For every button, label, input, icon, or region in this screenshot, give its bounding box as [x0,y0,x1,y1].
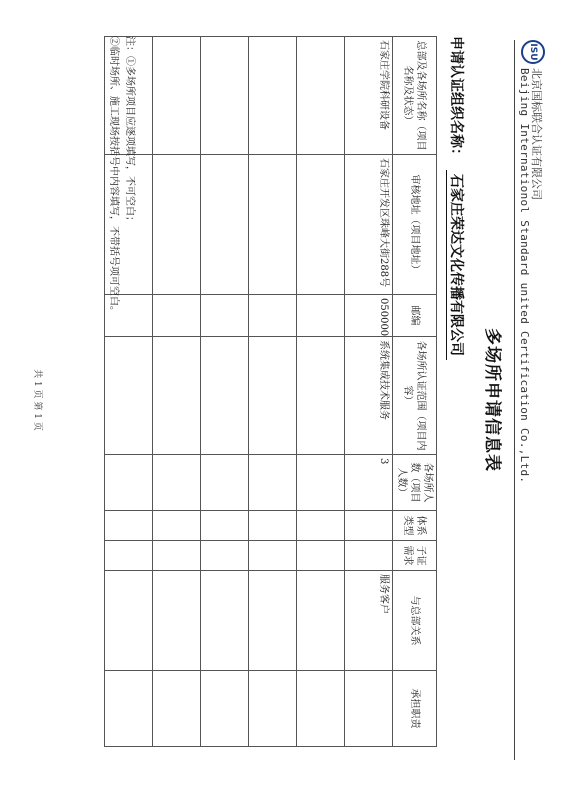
table-cell [153,541,201,571]
table-cell [201,455,249,511]
table-cell [105,571,153,671]
table-cell [153,671,201,747]
table-cell [345,541,393,571]
table-cell [249,155,297,295]
document-title: 多场所申请信息表 [482,328,502,472]
table-cell [345,671,393,747]
table-cell [249,295,297,337]
org-name-value: 石家庄荣达文化传播有限公司 [446,170,467,360]
header-cell: 体系类型 [393,511,437,541]
table-cell: 3 [345,455,393,511]
table-cell: 系统集成技术服务 [345,337,393,455]
header-cell: 各场所人数（项目人数） [393,455,437,511]
table-row [345,37,393,747]
table-body [105,37,393,747]
table-row [153,37,201,747]
org-name-label: 申请认证组织名称： [448,36,464,162]
table-cell: 石家庄开发区珠峰大街288号 [345,155,393,295]
header-cell: 承担职责 [393,671,437,747]
header-cell: 子证需求 [393,541,437,571]
header-cell: 总部及各场所名称（项目名称及状态） [393,37,437,155]
company-name-en: Beijing Internationol Standard united Certification Co.,Ltd. [518,68,531,484]
table-cell [153,295,201,337]
header-divider [514,40,515,760]
table-cell: 050000 [345,295,393,337]
table-cell: 石家庄学院科研设备 [345,37,393,155]
note-line: 注：①多场所项目应逐项填写，不可空白； [124,36,135,226]
table-cell [297,455,345,511]
table-cell [297,671,345,747]
table-cell [201,541,249,571]
company-name-cn: 北京国标联合认证有限公司 [530,68,543,200]
table-cell [153,337,201,455]
table-cell [201,295,249,337]
table-cell [345,511,393,541]
table-cell [105,511,153,541]
notes [105,36,137,316]
table-cell [153,37,201,155]
table-row [297,37,345,747]
table-cell [297,541,345,571]
table-cell [153,455,201,511]
page-indicator: 共 1 页 第 1 页 [32,369,42,431]
org-name-line [446,36,467,360]
header-cell: 与总部关系 [393,571,437,671]
table-cell [105,541,153,571]
table-header-row [393,37,437,747]
table-cell [249,455,297,511]
table-cell [105,455,153,511]
table-cell [249,671,297,747]
table-cell [249,511,297,541]
table-cell [297,511,345,541]
header-cell: 各场所认证范围（项目内容） [393,337,437,455]
table-cell [249,571,297,671]
table-cell [153,511,201,541]
header-cell: 邮编 [393,295,437,337]
table-cell [297,337,345,455]
header-cell: 审核地址（项目地址） [393,155,437,295]
table-cell [297,155,345,295]
table-cell: 服务客户 [345,571,393,671]
note-line: ②临时场所、施工现场按括号中内容填写，不带括号项可空白。 [108,36,119,316]
table-cell [201,571,249,671]
table-cell [201,37,249,155]
sites-table [104,36,437,747]
table-cell [297,571,345,671]
table-cell [297,37,345,155]
table-cell [297,295,345,337]
table-cell [249,541,297,571]
table-cell [105,671,153,747]
company-logo-icon: ISU [521,40,545,64]
table-row [249,37,297,747]
table-cell [153,155,201,295]
table-cell [105,337,153,455]
table-row [201,37,249,747]
table-cell [201,671,249,747]
table-cell [201,337,249,455]
table-cell [249,337,297,455]
table-cell [249,37,297,155]
table-cell [201,511,249,541]
table-cell [153,571,201,671]
table-cell [201,155,249,295]
